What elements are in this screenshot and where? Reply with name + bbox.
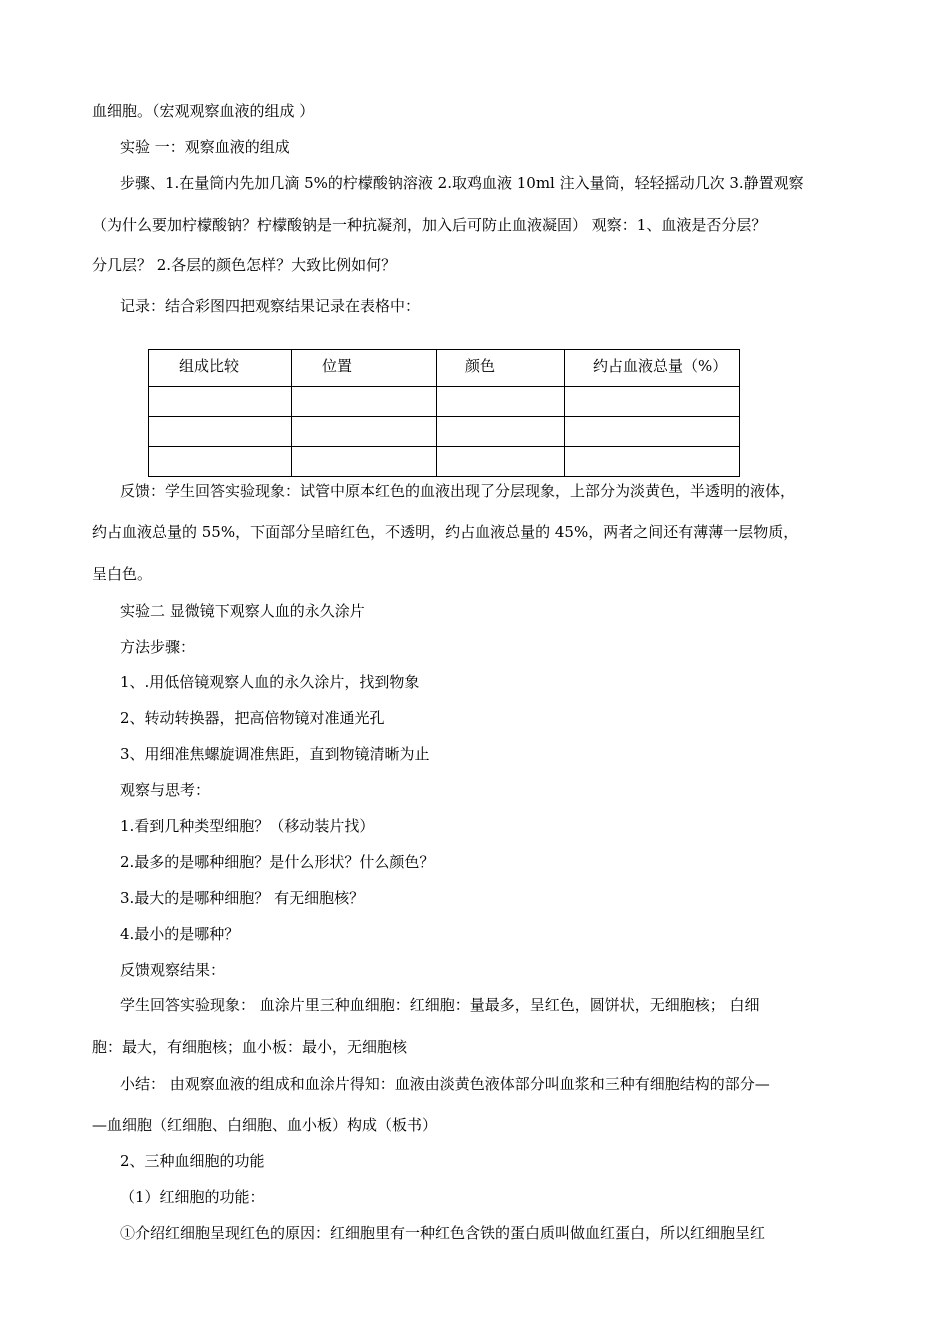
table-cell [292, 447, 437, 477]
text-line: 观察与思考： [120, 781, 211, 799]
question-item: 4.最小的是哪种？ [120, 925, 240, 943]
experiment-1-heading: 实验 一：观察血液的组成 [120, 138, 290, 156]
table-header-row [149, 350, 740, 387]
table-cell [149, 417, 292, 447]
text-line: ①介绍红细胞呈现红色的原因：红细胞里有一种红色含铁的蛋白质叫做血红蛋白，所以红细胞呈红 [120, 1224, 766, 1242]
table-cell [565, 417, 740, 447]
step-item: 3、用细准焦螺旋调准焦距，直到物镜清晰为止 [120, 745, 430, 763]
text-line: 学生回答实验现象： 血涂片里三种血细胞：红细胞：量最多，呈红色，圆饼状，无细胞核； 白细 [120, 996, 760, 1014]
text-line: 方法步骤： [120, 638, 196, 656]
text-line: 血细胞。（宏观观察血液的组成 ） [92, 102, 315, 120]
text-line: —血细胞（红细胞、白细胞、血小板）构成（板书） [92, 1116, 438, 1134]
text-line: 胞：最大，有细胞核；血小板：最小，无细胞核 [92, 1038, 408, 1056]
table-cell [292, 417, 437, 447]
step-item: 1、.用低倍镜观察人血的永久涂片，找到物象 [120, 673, 420, 691]
table-cell [292, 387, 437, 417]
table-cell [565, 447, 740, 477]
text-line: 约占血液总量的 55%，下面部分呈暗红色，不透明，约占血液总量的 45%，两者之间还有薄薄一层物质， [92, 523, 799, 541]
text-line: 呈白色。 [92, 565, 153, 583]
table-cell [437, 447, 565, 477]
table-row [149, 387, 740, 417]
table-cell [565, 387, 740, 417]
question-item: 1.看到几种类型细胞？（移动装片找） [120, 817, 375, 835]
text-line: 分几层？ 2.各层的颜色怎样？大致比例如何？ [92, 256, 397, 274]
table-row [149, 447, 740, 477]
summary-paragraph: 小结： 由观察血液的组成和血涂片得知：血液由淡黄色液体部分叫血浆和三种有细胞结构的部分— [120, 1075, 770, 1093]
table-header-cell: 颜色 [437, 350, 565, 387]
question-item: 3.最大的是哪种细胞？ 有无细胞核？ [120, 889, 365, 907]
step-item: 2、转动转换器，把高倍物镜对准通光孔 [120, 709, 385, 727]
text-line: 反馈观察结果： [120, 961, 226, 979]
table-header-cell: 约占血液总量（%） [565, 350, 740, 387]
table-cell [149, 447, 292, 477]
text-line: 步骤、1.在量筒内先加几滴 5%的柠檬酸钠溶液 2.取鸡血液 10ml 注入量筒，轻轻摇动几次 3.静置观察 [120, 174, 804, 192]
table-cell [437, 387, 565, 417]
table-header-cell: 组成比较 [149, 350, 292, 387]
table-cell [149, 387, 292, 417]
table-header-cell: 位置 [292, 350, 437, 387]
record-table [148, 349, 740, 477]
text-line: （为什么要加柠檬酸钠？柠檬酸钠是一种抗凝剂，加入后可防止血液凝固） 观察：1、血液是否分层？ [92, 216, 767, 234]
question-item: 2.最多的是哪种细胞？是什么形状？什么颜色？ [120, 853, 435, 871]
section-heading: 2、三种血细胞的功能 [120, 1152, 265, 1170]
subsection-heading: （1）红细胞的功能： [120, 1188, 265, 1206]
table-row [149, 417, 740, 447]
experiment-2-heading: 实验二 显微镜下观察人血的永久涂片 [120, 602, 365, 620]
table-cell [437, 417, 565, 447]
text-line: 记录：结合彩图四把观察结果记录在表格中： [120, 297, 421, 315]
feedback-paragraph: 反馈：学生回答实验现象：试管中原本红色的血液出现了分层现象，上部分为淡黄色，半透明的液体， [120, 482, 796, 500]
